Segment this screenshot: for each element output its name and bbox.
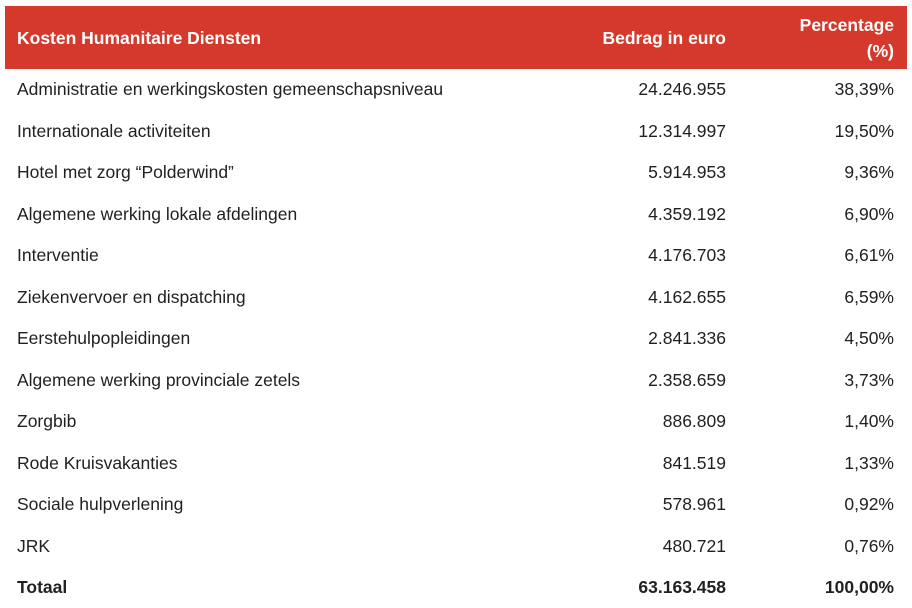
row-label: Interventie	[5, 235, 560, 277]
row-label: Rode Kruisvakanties	[5, 443, 560, 485]
row-percentage: 38,39%	[726, 69, 907, 111]
table-row	[5, 235, 907, 277]
table-row	[5, 194, 907, 236]
table-header	[5, 6, 907, 69]
row-label: Eerstehulpopleidingen	[5, 318, 560, 360]
row-label: Internationale activiteiten	[5, 111, 560, 153]
table-row	[5, 152, 907, 194]
row-percentage: 0,76%	[726, 526, 907, 568]
total-label: Totaal	[5, 567, 560, 608]
row-amount: 4.176.703	[560, 235, 726, 277]
table-row	[5, 360, 907, 402]
row-amount: 578.961	[560, 484, 726, 526]
total-row	[5, 567, 907, 608]
row-amount: 12.314.997	[560, 111, 726, 153]
row-percentage: 1,33%	[726, 443, 907, 485]
row-label: Ziekenvervoer en dispatching	[5, 277, 560, 319]
row-label: Algemene werking provinciale zetels	[5, 360, 560, 402]
row-percentage: 4,50%	[726, 318, 907, 360]
total-amount: 63.163.458	[560, 567, 726, 608]
table-row	[5, 277, 907, 319]
row-amount: 2.358.659	[560, 360, 726, 402]
row-label: Hotel met zorg “Polderwind”	[5, 152, 560, 194]
header-percentage-line1: Percentage	[799, 14, 894, 35]
row-percentage: 9,36%	[726, 152, 907, 194]
header-cell-percentage	[726, 6, 907, 69]
row-label: Administratie en werkingskosten gemeenschapsniveau	[5, 69, 560, 111]
row-percentage: 1,40%	[726, 401, 907, 443]
header-cell-amount: Bedrag in euro	[560, 6, 726, 69]
row-amount: 480.721	[560, 526, 726, 568]
table-row	[5, 69, 907, 111]
table-row	[5, 111, 907, 153]
row-percentage: 19,50%	[726, 111, 907, 153]
table-row	[5, 401, 907, 443]
header-percentage-line2: (%)	[866, 40, 894, 61]
row-amount: 4.359.192	[560, 194, 726, 236]
row-amount: 841.519	[560, 443, 726, 485]
row-percentage: 3,73%	[726, 360, 907, 402]
row-percentage: 6,61%	[726, 235, 907, 277]
row-amount: 4.162.655	[560, 277, 726, 319]
table-row	[5, 443, 907, 485]
row-percentage: 6,90%	[726, 194, 907, 236]
row-amount: 5.914.953	[560, 152, 726, 194]
total-percentage: 100,00%	[726, 567, 907, 608]
table-footer	[5, 567, 907, 608]
row-percentage: 6,59%	[726, 277, 907, 319]
table-row	[5, 484, 907, 526]
header-cell-label: Kosten Humanitaire Diensten	[5, 6, 560, 69]
row-percentage: 0,92%	[726, 484, 907, 526]
table-row	[5, 526, 907, 568]
cost-table	[5, 6, 907, 608]
row-label: Zorgbib	[5, 401, 560, 443]
row-label: Algemene werking lokale afdelingen	[5, 194, 560, 236]
table-row	[5, 318, 907, 360]
row-amount: 886.809	[560, 401, 726, 443]
row-amount: 2.841.336	[560, 318, 726, 360]
row-label: Sociale hulpverlening	[5, 484, 560, 526]
row-label: JRK	[5, 526, 560, 568]
row-amount: 24.246.955	[560, 69, 726, 111]
header-row	[5, 6, 907, 69]
table-body	[5, 69, 907, 567]
